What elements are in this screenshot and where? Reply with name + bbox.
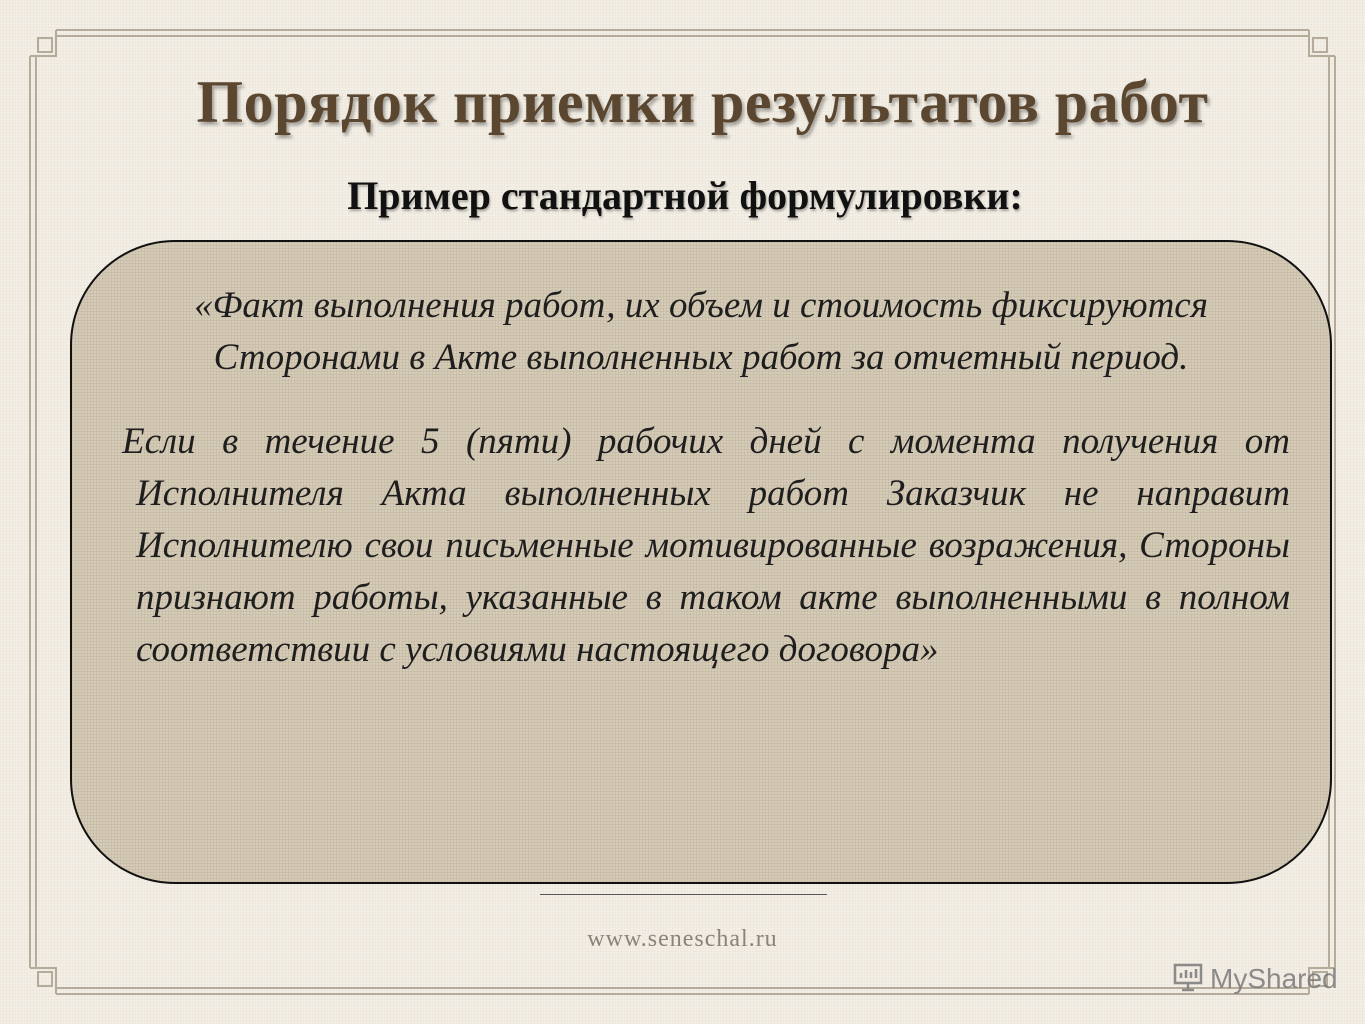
website-link[interactable]: www.seneschal.ru <box>587 926 778 952</box>
slide-title: Порядок приемки результатов работ <box>196 69 1209 135</box>
slide-subtitle: Пример стандартной формулировки: <box>347 173 1023 218</box>
watermark-text: MyShared <box>1210 963 1338 994</box>
watermark[interactable] <box>1172 960 1338 998</box>
quote-paragraph-1: «Факт выполнения работ, их объем и стоимость фиксируются Сторонами в Акте выполненных работ за отчетный период. <box>194 285 1208 378</box>
presentation-board-icon <box>1172 961 1204 998</box>
quote-paragraph-2: Если в течение 5 (пяти) рабочих дней с момента получения от Исполнителя Акта выполненных работ Заказчик не направит Исполнителю свои письменные мотивированные возражения, Стороны признают работы, указанные в таком акте выполненными в полном соответствии с условиями настоящего договора» <box>122 421 1290 670</box>
divider-line <box>540 894 827 895</box>
